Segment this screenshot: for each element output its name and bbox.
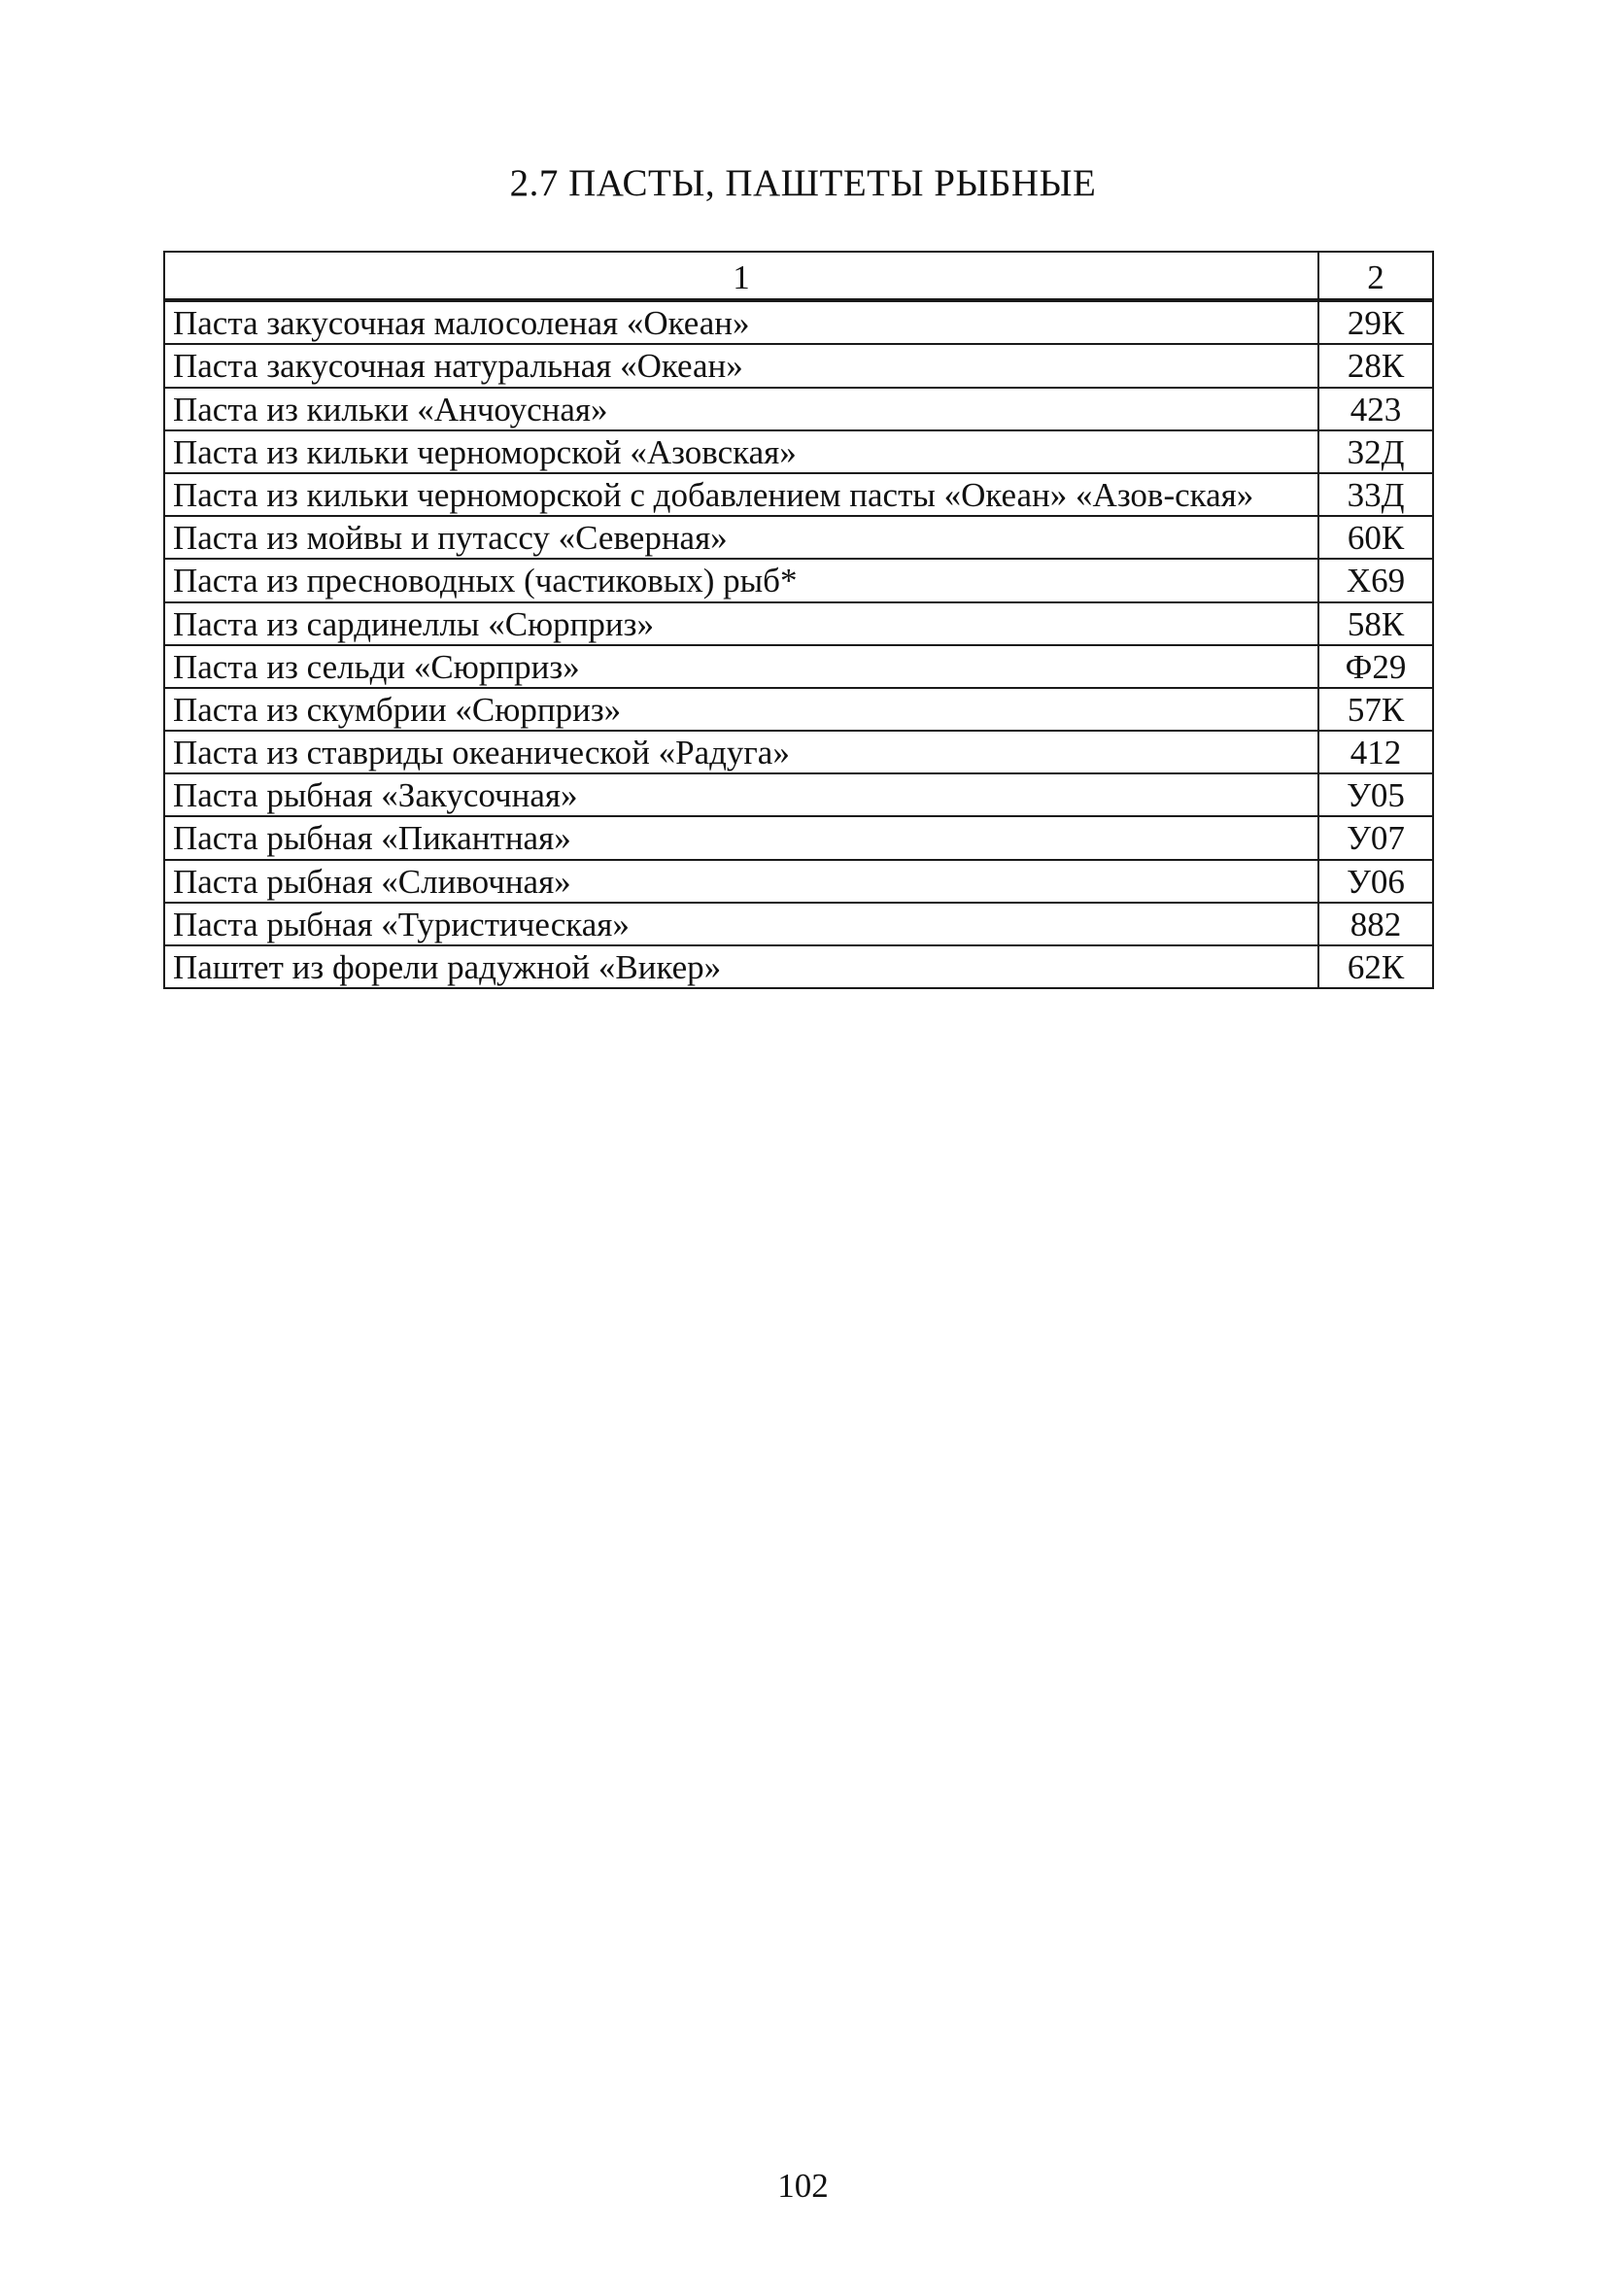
product-name-cell: Паста из пресноводных (частиковых) рыб* bbox=[164, 559, 1318, 601]
table-row bbox=[164, 903, 1433, 945]
column-header-code: 2 bbox=[1318, 252, 1433, 300]
product-name-cell: Паста из скумбрии «Сюрприз» bbox=[164, 688, 1318, 731]
table-row bbox=[164, 645, 1433, 688]
product-code-cell: У05 bbox=[1318, 773, 1433, 816]
product-code-cell: Ф29 bbox=[1318, 645, 1433, 688]
product-name-cell: Паста рыбная «Сливочная» bbox=[164, 860, 1318, 903]
product-name-cell: Паста рыбная «Закусочная» bbox=[164, 773, 1318, 816]
table-row bbox=[164, 773, 1433, 816]
product-code-cell: 882 bbox=[1318, 903, 1433, 945]
table-row bbox=[164, 430, 1433, 473]
product-code-cell: 28К bbox=[1318, 344, 1433, 387]
table-header-row bbox=[164, 252, 1433, 300]
product-code-cell: 29К bbox=[1318, 300, 1433, 344]
product-code-table-container bbox=[163, 251, 1432, 989]
table-row bbox=[164, 602, 1433, 645]
table-row bbox=[164, 816, 1433, 859]
product-name-cell: Паста из кильки «Анчоусная» bbox=[164, 388, 1318, 430]
table-row bbox=[164, 559, 1433, 601]
page-number: 102 bbox=[777, 2167, 829, 2205]
product-name-cell: Паста из сардинеллы «Сюрприз» bbox=[164, 602, 1318, 645]
table-row bbox=[164, 731, 1433, 773]
product-code-cell: 58К bbox=[1318, 602, 1433, 645]
table-row bbox=[164, 688, 1433, 731]
table-row bbox=[164, 300, 1433, 344]
product-name-cell: Паста из кильки черноморской с добавлением пасты «Океан» «Азов-ская» bbox=[164, 473, 1318, 516]
column-header-name: 1 bbox=[164, 252, 1318, 300]
table-row bbox=[164, 344, 1433, 387]
product-name-cell: Паста из мойвы и путассу «Северная» bbox=[164, 516, 1318, 559]
product-code-cell: 32Д bbox=[1318, 430, 1433, 473]
product-name-cell: Паста из сельди «Сюрприз» bbox=[164, 645, 1318, 688]
product-code-cell: 60К bbox=[1318, 516, 1433, 559]
product-code-cell: 57К bbox=[1318, 688, 1433, 731]
product-code-cell: 62К bbox=[1318, 945, 1433, 988]
product-name-cell: Паста из ставриды океанической «Радуга» bbox=[164, 731, 1318, 773]
product-code-cell: У07 bbox=[1318, 816, 1433, 859]
table-header bbox=[164, 252, 1433, 300]
product-code-cell: 33Д bbox=[1318, 473, 1433, 516]
table-row bbox=[164, 945, 1433, 988]
table-row bbox=[164, 473, 1433, 516]
product-name-cell: Паста закусочная натуральная «Океан» bbox=[164, 344, 1318, 387]
product-name-cell: Паста рыбная «Туристическая» bbox=[164, 903, 1318, 945]
product-name-cell: Паштет из форели радужной «Викер» bbox=[164, 945, 1318, 988]
table-row bbox=[164, 388, 1433, 430]
product-name-cell: Паста из кильки черноморской «Азовская» bbox=[164, 430, 1318, 473]
product-code-cell: 423 bbox=[1318, 388, 1433, 430]
product-code-table bbox=[163, 251, 1434, 989]
product-name-cell: Паста рыбная «Пикантная» bbox=[164, 816, 1318, 859]
product-code-cell: У06 bbox=[1318, 860, 1433, 903]
page-title: 2.7 ПАСТЫ, ПАШТЕТЫ РЫБНЫЕ bbox=[509, 162, 1097, 204]
table-row bbox=[164, 516, 1433, 559]
table-body bbox=[164, 300, 1433, 988]
product-code-cell: 412 bbox=[1318, 731, 1433, 773]
product-code-cell: Х69 bbox=[1318, 559, 1433, 601]
product-name-cell: Паста закусочная малосоленая «Океан» bbox=[164, 300, 1318, 344]
table-row bbox=[164, 860, 1433, 903]
